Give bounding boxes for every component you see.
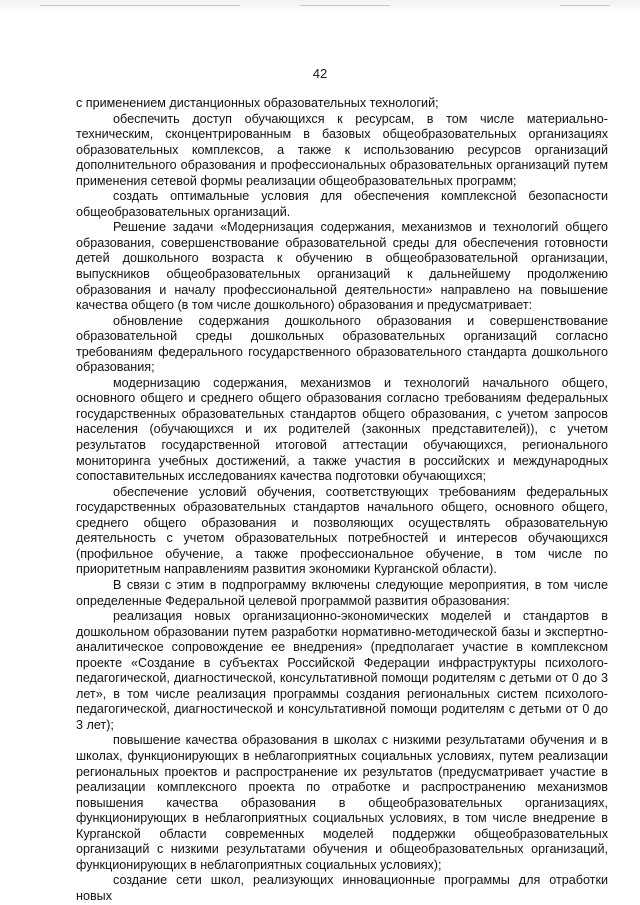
scan-artifact-top — [0, 0, 640, 14]
scan-artifact-line — [560, 5, 610, 6]
scan-artifact-line — [40, 5, 240, 6]
paragraph: реализация новых организационно-экономических моделей и стандартов в дошкольном образовании путем разработки нормативно-методической базы и экспертно-аналитическое сопровождение ее внедрения» (предполагает участие в комплексном проекте «Создание в субъектах Российской Федерации инфраструктуры психолого-педагогической, диагностической, консультативной помощи родителям с детьми от 0 до 3 лет», в том числе реализация программы создания региональных систем психолого-педагогической, диагностической и консультативной помощи родителям с детьми от 0 до 3 лет); — [76, 609, 608, 732]
paragraph: создание сети школ, реализующих инновационные программы для отработки новых — [76, 873, 608, 903]
page-number: 42 — [312, 66, 328, 81]
scan-artifact-line — [300, 5, 390, 6]
paragraph: создать оптимальные условия для обеспечения комплексной безопасности общеобразовательных организаций. — [76, 189, 608, 219]
paragraph: Решение задачи «Модернизация содержания, механизмов и технологий общего образования, совершенствование образовательной среды для обеспечения готовности детей дошкольного возраста к обучению в общеобразовательной организации, выпускников общеобразовательных организаций к дальнейшему продолжению образования и началу профессиональной деятельности» направлено на повышение качества общего (в том числе дошкольного) образования и предусматривает: — [76, 220, 608, 313]
paragraph: обеспечение условий обучения, соответствующих требованиям федеральных государственных образовательных стандартов начального общего, основного общего, среднего общего образования и позволяющих осуществлять образовательную деятельность с учетом образовательных потребностей и интересов обучающихся (профильное обучение, а также профессиональное обучение, в том числе по приоритетным направлениям развития экономики Курганской области). — [76, 484, 608, 577]
paragraph: В связи с этим в подпрограмму включены следующие мероприятия, в том числе определенные Федеральной целевой программой развития образования: — [76, 577, 608, 608]
body-text — [76, 96, 608, 904]
paragraph: повышение качества образования в школах с низкими результатами обучения и в школах, функционирующих в неблагоприятных социальных условиях, путем реализации региональных проектов и распространение их результатов (предусматривает участие в реализации комплексного проекта по отработке и распространению механизмов повышения качества образования в общеобразовательных организациях, функционирующих в неблагоприятных социальных условиях, в том числе внедрение в Курганской области современных моделей поддержки общеобразовательных организаций с низкими результатами обучения и общеобразовательных организаций, функционирующих в неблагоприятных социальных условиях); — [76, 733, 608, 872]
paragraph: обеспечить доступ обучающихся к ресурсам, в том числе материально-техническим, сконцентрированным в базовых общеобразовательных организациях образовательных комплексов, а также к использованию ресурсов организаций дополнительного образования и профессиональных образовательных организаций путем применения сетевой формы реализации общеобразовательных программ; — [76, 111, 608, 188]
paragraph: модернизацию содержания, механизмов и технологий начального общего, основного общего и среднего общего образования согласно требованиям федеральных государственных образовательных стандартов общего образования, с учетом запросов населения (обучающихся и их родителей (законных представителей)), с учетом результатов государственной итоговой аттестации обучающихся, регионального мониторинга учебных достижений, а также участия в российских и международных сопоставительных исследованиях качества подготовки обучающихся; — [76, 375, 608, 484]
paragraph: с применением дистанционных образовательных технологий; — [76, 96, 439, 110]
paragraph: обновление содержания дошкольного образования и совершенствование образовательной среды дошкольных образовательных организаций согласно требованиям федерального государственного образовательного стандарта дошкольного образования; — [76, 313, 608, 375]
